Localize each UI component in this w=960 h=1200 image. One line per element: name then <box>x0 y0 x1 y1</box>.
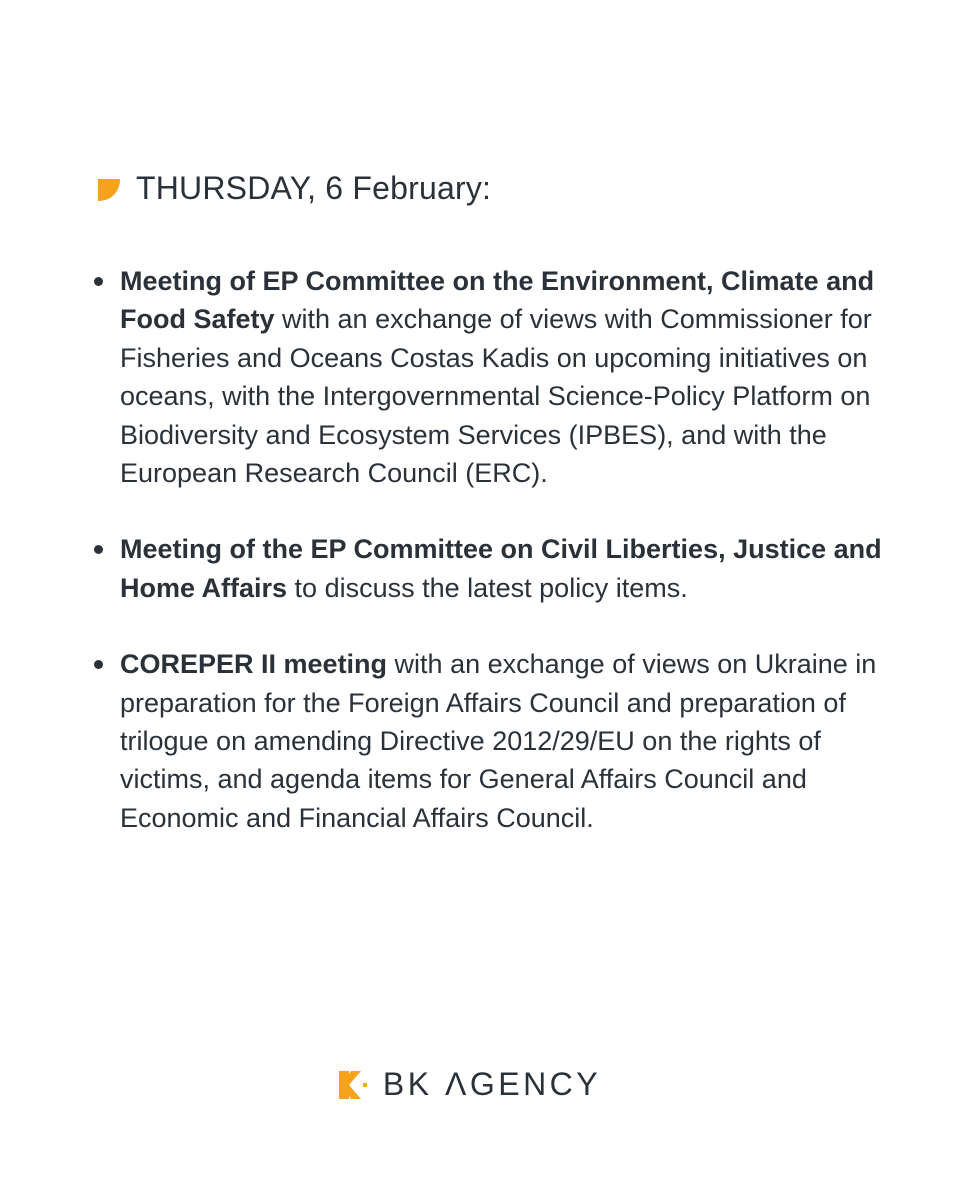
agenda-item <box>92 530 882 607</box>
day-heading <box>96 170 491 207</box>
bullet-icon <box>94 545 103 554</box>
agenda-item-text: with an exchange of views with Commissioner for Fisheries and Oceans Costas Kadis on upcoming initiatives on oceans, with the Intergovernmental Science-Policy Platform on Biodiversity and Ecosystem Services (IPBES), and with the European Research Council (ERC). <box>120 304 872 489</box>
orange-leaf-icon <box>96 177 122 203</box>
agenda-item-title: COREPER II meeting <box>120 649 388 680</box>
agenda-item-title: Meeting of the EP Committee on Civil Liberties, Justice and Home Affairs <box>120 534 882 603</box>
footer-brand <box>0 1066 960 1103</box>
bullet-icon <box>94 277 103 286</box>
bk-logo-icon <box>337 1067 369 1103</box>
brand-name: BK ΛGENCY <box>382 1066 602 1102</box>
agenda-item-text: with an exchange of views on Ukraine in preparation for the Foreign Affairs Council and preparation of trilogue on amending Directive 2012/29/EU on the rights of victims, and agenda items for General Affairs Council and Economic and Financial Affairs Council. <box>120 649 877 833</box>
agenda-item-text: to discuss the latest policy items. <box>287 572 688 603</box>
agenda-item-title: Meeting of EP Committee on the Environment, Climate and Food Safety <box>120 266 875 335</box>
bullet-icon <box>94 660 103 669</box>
heading-text: THURSDAY, 6 February: <box>136 170 492 206</box>
agenda-list <box>92 262 882 875</box>
agenda-item <box>92 262 882 492</box>
agenda-item <box>92 645 882 837</box>
